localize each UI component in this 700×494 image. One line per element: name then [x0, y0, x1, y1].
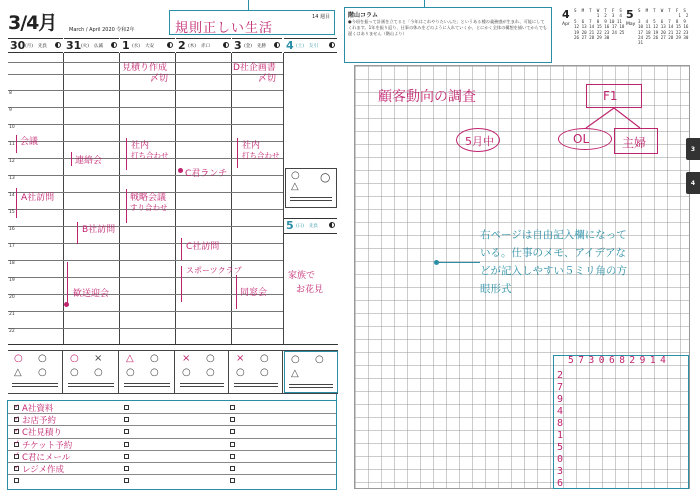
todo-item[interactable]: C君にメール	[22, 452, 71, 463]
connector-tick	[248, 0, 249, 10]
note-wed-meeting-detail[interactable]: 打ち合わせ	[131, 151, 169, 160]
symbol-mark: ×	[236, 353, 245, 364]
mini-cal-may[interactable]: S M T W T F S 1 2 3 4 5 6 7 8 9 10 11 12 13 14 15 16 17 18 19 20 21 22 23 24 25 26 27 28 29 30 31	[638, 8, 689, 46]
symbol-mark: ○	[206, 367, 215, 378]
todo-item[interactable]: チケット予約	[22, 440, 73, 451]
number-practice-frame[interactable]	[553, 355, 689, 489]
note-proposal-due[interactable]: D社企画書	[233, 63, 276, 73]
day-weekday: (火)	[81, 44, 90, 49]
hour-line	[8, 90, 283, 91]
note-proposal-due-deadline[interactable]: 〆切	[258, 74, 277, 84]
week-number: 14 週目	[312, 14, 330, 20]
triangle-mark: △	[291, 181, 299, 192]
hour-line	[8, 124, 283, 125]
mini-cal-april-label: Apr	[562, 22, 570, 27]
time-bar	[237, 138, 238, 168]
day-weekday: (木)	[188, 44, 197, 49]
todo-checkbox[interactable]	[124, 417, 129, 422]
day-rokuyo: 先負	[309, 224, 318, 229]
hw-shufu-box[interactable]	[614, 128, 658, 154]
day-header-1[interactable]	[120, 38, 175, 53]
moon-phase-icon	[55, 42, 61, 48]
left-page	[0, 0, 344, 494]
todo-rule	[8, 413, 336, 414]
column-divider	[175, 53, 176, 345]
symbol-mark: ○	[236, 367, 245, 378]
hour-line	[8, 260, 283, 261]
todo-checkbox[interactable]	[230, 454, 235, 459]
side-digit: 9	[557, 394, 564, 405]
day-number: 2	[178, 39, 186, 52]
moon-phase-icon	[329, 222, 335, 228]
column-title: 階山コラム	[348, 12, 378, 19]
time-bar	[236, 275, 237, 309]
note-quote-due[interactable]: 見積り作成	[122, 63, 168, 73]
todo-checkbox[interactable]	[124, 442, 129, 447]
hour-label: 8	[9, 91, 12, 96]
day-weekday: (金)	[244, 44, 253, 49]
time-bar	[126, 138, 127, 170]
check-mark-icon: ✓	[14, 451, 20, 459]
day-weekday: (日)	[296, 224, 305, 229]
hour-label: 12	[9, 159, 15, 164]
mini-timeline	[180, 383, 224, 387]
day-number: 30	[10, 39, 26, 52]
symbol-mark: ○	[260, 353, 269, 364]
theme-box[interactable]	[169, 10, 335, 35]
day-number: 3	[234, 39, 242, 52]
hour-label: 17	[9, 244, 15, 249]
note-thu-meeting-detail[interactable]: 打ち合わせ	[242, 151, 280, 160]
column-divider	[119, 53, 120, 345]
hour-label: 14	[9, 193, 15, 198]
note-thu-sports[interactable]: スポーツクラブ	[186, 266, 242, 275]
note-mon-visit[interactable]: A社訪問	[21, 193, 55, 203]
day-header-30[interactable]	[8, 38, 63, 53]
hw-period-oval[interactable]	[456, 128, 500, 152]
hw-period: 5月中	[465, 135, 494, 148]
hw-f1-label: F1	[603, 89, 618, 103]
note-tue-meeting[interactable]: 連絡会	[75, 156, 103, 166]
hour-label: 9	[9, 108, 12, 113]
note-weekend-hanami[interactable]: お花見	[296, 285, 324, 295]
todo-checkbox[interactable]	[230, 429, 235, 434]
symbol-mark: ×	[94, 353, 103, 364]
hour-line	[8, 243, 283, 244]
symbol-cell[interactable]	[8, 351, 63, 393]
time-bar	[181, 266, 182, 302]
todo-checkbox[interactable]	[230, 466, 235, 471]
side-digit: 8	[557, 418, 564, 429]
mini-timeline	[12, 383, 58, 387]
day-header-3[interactable]	[232, 38, 282, 53]
mini-timeline	[68, 383, 114, 387]
symbol-mark: ○	[260, 367, 269, 378]
column-box	[344, 7, 552, 63]
todo-item[interactable]: レジメ作成	[22, 465, 65, 475]
hour-label: 20	[9, 295, 15, 300]
hour-line	[8, 107, 283, 108]
time-bar	[77, 222, 78, 244]
day-rokuyo: 仏滅	[94, 44, 103, 49]
moon-phase-icon	[111, 42, 117, 48]
moon-phase-icon	[167, 42, 173, 48]
triangle-mark: △	[291, 368, 299, 379]
symbol-mark: ○	[150, 353, 159, 364]
side-digit: 5	[557, 442, 564, 453]
side-digit: 1	[557, 430, 564, 441]
hour-line	[8, 311, 283, 312]
symbol-cell[interactable]	[120, 351, 175, 393]
mini-cal-may-month: 5	[626, 8, 634, 21]
side-digit: 7	[557, 382, 564, 393]
todo-item[interactable]: お店予約	[22, 416, 57, 427]
day-number: 31	[66, 39, 82, 52]
hour-label: 11	[9, 142, 15, 147]
circle-mark: ○	[291, 170, 300, 181]
hw-ol-label: OL	[573, 132, 590, 146]
hour-label: 10	[9, 125, 15, 130]
hw-shufu-label: 主婦	[622, 136, 647, 150]
note-fri-reunion[interactable]: 同窓会	[240, 288, 268, 298]
time-bar	[181, 238, 182, 260]
weekend-symbol-cell[interactable]	[284, 351, 338, 393]
index-tab-april[interactable]: 4	[686, 172, 700, 194]
note-weekend-family[interactable]: 家族で	[288, 271, 316, 281]
note-tue-farewell[interactable]: 歓送迎会	[73, 289, 110, 299]
todo-checkbox[interactable]	[124, 478, 129, 483]
day-number: 5	[286, 219, 294, 232]
annotation-leader	[436, 262, 480, 263]
symbol-mark: ○	[70, 367, 79, 378]
symbol-mark: ○	[70, 353, 79, 364]
hour-label: 13	[9, 176, 15, 181]
day-header-4[interactable]	[284, 38, 337, 53]
time-bar	[71, 152, 72, 166]
column-divider	[63, 53, 64, 345]
todo-item[interactable]: C社見積り	[22, 428, 62, 439]
column-divider	[231, 53, 232, 345]
side-digit: 3	[557, 466, 564, 477]
todo-checkbox[interactable]	[230, 442, 235, 447]
day-weekday: (土)	[296, 44, 305, 49]
day-rokuyo: 赤口	[201, 44, 210, 49]
todo-checkbox[interactable]	[14, 478, 19, 483]
symbol-mark: △	[14, 367, 22, 378]
note-wed-strategy-detail[interactable]: すり合わせ	[130, 203, 168, 212]
mini-timeline	[234, 383, 278, 387]
right-page	[344, 0, 700, 494]
side-digit: 6	[557, 478, 564, 489]
day-rokuyo: 先勝	[257, 44, 266, 49]
hour-label: 19	[9, 278, 15, 283]
moon-phase-icon	[274, 42, 280, 48]
circle-mark: ○	[291, 354, 300, 365]
column-divider	[283, 53, 284, 345]
day-weekday: (水)	[132, 44, 141, 49]
time-bar	[126, 189, 127, 223]
hw-f1-box[interactable]	[586, 84, 642, 108]
note-tue-visit[interactable]: B社訪問	[82, 225, 116, 235]
annotation-text: 右ページは自由記入欄になっている。仕事のメモ、アイデアなどが記入しやすい５ミリ角の方眼形式	[480, 229, 627, 295]
note-wed-meeting[interactable]: 社内	[131, 141, 150, 151]
day-rokuyo: 友引	[309, 44, 318, 49]
symbol-mark: ○	[94, 367, 103, 378]
symbol-cell[interactable]	[64, 351, 119, 393]
moon-phase-icon	[329, 42, 335, 48]
mini-cal-may-label: May	[626, 22, 636, 27]
todo-checkbox[interactable]	[124, 454, 129, 459]
day-number: 4	[286, 39, 294, 52]
symbol-mark: ○	[14, 353, 23, 364]
symbol-mark: ○	[38, 367, 47, 378]
mini-cal-april[interactable]: S M T W T F S 1 2 3 4 5 6 7 8 9 10 11 12 13 14 15 16 17 18 19 20 21 22 23 24 25 26 27 28 29 30	[574, 8, 625, 41]
note-wed-strategy[interactable]: 戦略会議	[130, 193, 167, 203]
day-header-2[interactable]	[176, 38, 231, 53]
symbol-mark: ○	[206, 353, 215, 364]
number-practice-top-digits: 5 7 3 0 6 8 2 9 1 4	[568, 355, 666, 366]
check-mark-icon: ✓	[14, 439, 20, 447]
schedule-bottom-line	[8, 344, 338, 345]
symbol-check-row	[8, 350, 338, 394]
hour-label: 18	[9, 261, 15, 266]
mini-cal-april-month: 4	[562, 8, 570, 21]
todo-checkbox[interactable]	[230, 405, 235, 410]
month-title: 3/4月	[8, 12, 57, 34]
check-mark-icon: ✓	[14, 463, 20, 471]
index-tab-march[interactable]: 3	[686, 138, 700, 160]
todo-item[interactable]: A社資料	[22, 404, 54, 414]
time-bar	[67, 262, 68, 304]
circle-mark: ○	[315, 354, 324, 365]
time-bar	[16, 135, 17, 153]
column-body: ●今頃を振って計画を立てると「今年はこれやりたいんだ」というある種の義務感が生まれ、可能にしてくれます。1年を振り返り、仕事の休みをどのように入れていくか、とにかく全体の構想を描いてからでも遅くはありません（階山より）	[348, 19, 548, 36]
mini-timeline	[124, 383, 170, 387]
side-digit: 0	[557, 454, 564, 465]
weekend-symbol-box	[285, 168, 337, 208]
hour-label: 16	[9, 227, 15, 232]
symbol-mark: △	[126, 353, 134, 364]
note-thu-visit[interactable]: C社訪問	[186, 242, 220, 252]
day-rokuyo: 先負	[38, 44, 47, 49]
check-mark-icon: ✓	[14, 414, 20, 422]
symbol-mark: ○	[126, 367, 135, 378]
note-thu-meeting[interactable]: 社内	[242, 141, 261, 151]
moon-phase-icon	[223, 42, 229, 48]
hour-line	[8, 277, 283, 278]
check-mark-icon: ✓	[14, 426, 20, 434]
check-mark-icon: ✓	[14, 402, 20, 410]
todo-checkbox[interactable]	[124, 405, 129, 410]
symbol-mark: ×	[182, 353, 191, 364]
side-digit: 4	[557, 406, 564, 417]
day-rokuyo: 大安	[145, 44, 154, 49]
month-subtitle: March / April 2020 令和2年	[69, 27, 135, 33]
hw-title[interactable]: 顧客動向の調査	[378, 89, 476, 105]
day-weekday: (月)	[25, 44, 34, 49]
note-quote-due-deadline[interactable]: 〆切	[150, 74, 169, 84]
event-dot	[178, 168, 183, 173]
todo-list-frame	[7, 400, 337, 490]
hour-label: 15	[9, 210, 15, 215]
time-bar	[16, 188, 17, 218]
note-thu-lunch[interactable]: C君ランチ	[185, 169, 228, 179]
todo-checkbox[interactable]	[124, 429, 129, 434]
hour-line	[8, 74, 283, 75]
todo-checkbox[interactable]	[230, 417, 235, 422]
day-number: 1	[122, 39, 130, 52]
hour-label: 21	[9, 312, 15, 317]
hw-ol-oval[interactable]	[558, 128, 612, 150]
side-digit: 2	[557, 370, 564, 381]
hour-line	[8, 328, 283, 329]
symbol-cell[interactable]	[230, 351, 283, 393]
todo-checkbox[interactable]	[230, 478, 235, 483]
symbol-mark: ○	[38, 353, 47, 364]
hour-line	[8, 175, 283, 176]
symbol-mark: ○	[182, 367, 191, 378]
hw-branch-lines	[564, 106, 664, 130]
mini-timeline	[290, 197, 332, 201]
symbol-cell[interactable]	[176, 351, 229, 393]
theme-label: 規則正しい生活	[175, 21, 274, 36]
circle-mark: ○	[320, 170, 331, 184]
mini-timeline	[289, 384, 333, 388]
hour-line	[8, 226, 283, 227]
hour-label: 22	[9, 329, 15, 334]
symbol-mark: ○	[150, 367, 159, 378]
annotation-dot	[434, 260, 439, 265]
event-dot	[64, 302, 69, 307]
note-mon-meeting[interactable]: 会議	[20, 137, 39, 147]
day-header-5[interactable]	[284, 218, 337, 234]
day-header-31[interactable]	[64, 38, 119, 53]
todo-checkbox[interactable]	[124, 466, 129, 471]
